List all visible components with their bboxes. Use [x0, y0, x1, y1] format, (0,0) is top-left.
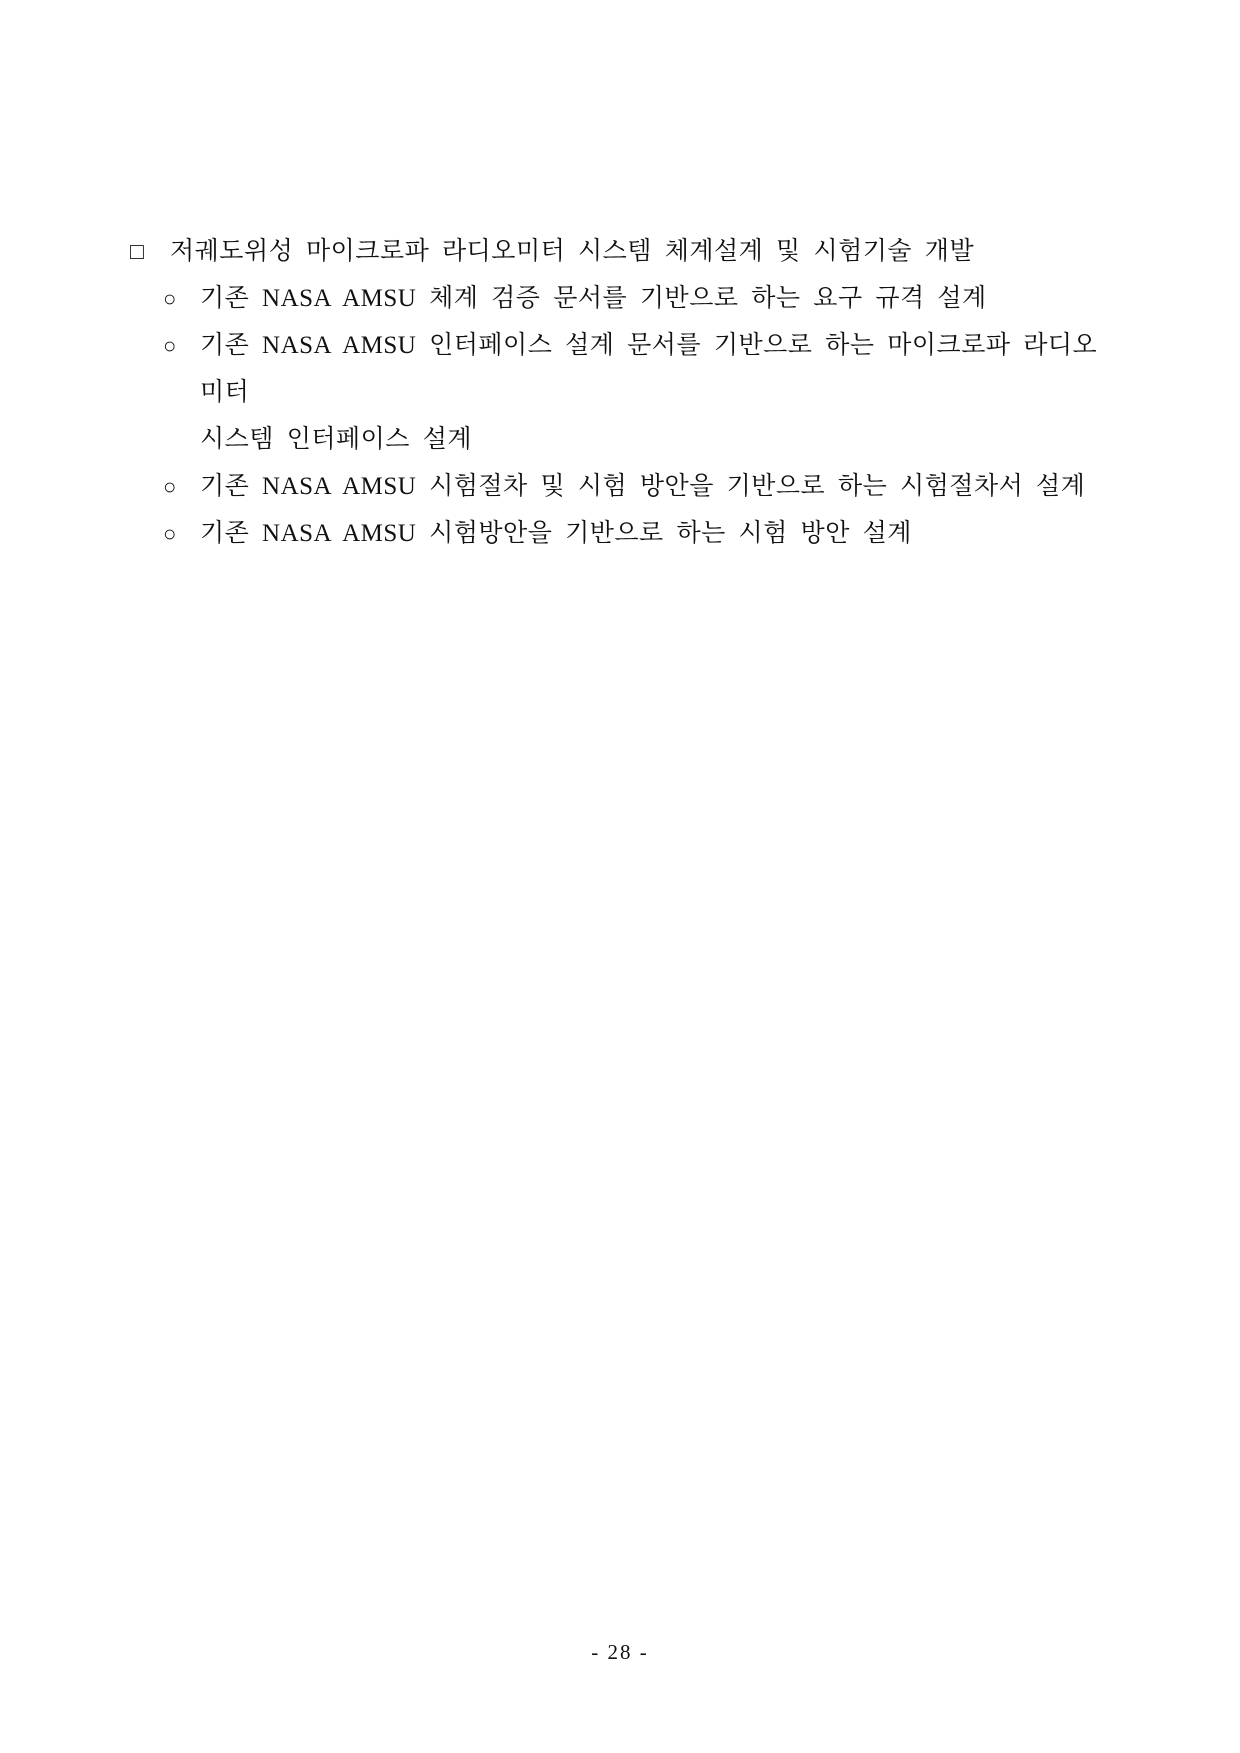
page-number: - 28 -: [591, 1640, 649, 1664]
circle-bullet-icon: ○: [163, 286, 177, 311]
square-bullet-icon: □: [130, 239, 145, 264]
circle-bullet-icon: ○: [163, 333, 177, 358]
circle-bullet-icon: ○: [163, 521, 177, 546]
list-item-text: [200, 510, 1105, 557]
list-item-line: 기존 NASA AMSU 시험방안을 기반으로 하는 시험 방안 설계: [200, 520, 912, 547]
list-item-line: 시스템 인터페이스 설계: [200, 426, 473, 453]
list-item-text: [200, 275, 1105, 322]
list-item: [163, 275, 1105, 322]
list-item-line: 기존 NASA AMSU 인터페이스 설계 문서를 기반으로 하는 마이크로파 라디오미터: [200, 332, 1098, 406]
list-item-text: [200, 322, 1105, 463]
list-item: [163, 322, 1105, 463]
page-content: [130, 228, 1105, 557]
section-heading: [130, 228, 1105, 275]
bullet-list: [163, 275, 1105, 557]
list-item-text: [200, 463, 1105, 510]
list-item-line: 기존 NASA AMSU 체계 검증 문서를 기반으로 하는 요구 규격 설계: [200, 285, 987, 312]
list-item: [163, 463, 1105, 510]
circle-bullet-icon: ○: [163, 474, 177, 499]
list-item: [163, 510, 1105, 557]
list-item-line: 기존 NASA AMSU 시험절차 및 시험 방안을 기반으로 하는 시험절차서 설계: [200, 473, 1086, 500]
section-heading-text: 저궤도위성 마이크로파 라디오미터 시스템 체계설계 및 시험기술 개발: [170, 238, 975, 265]
